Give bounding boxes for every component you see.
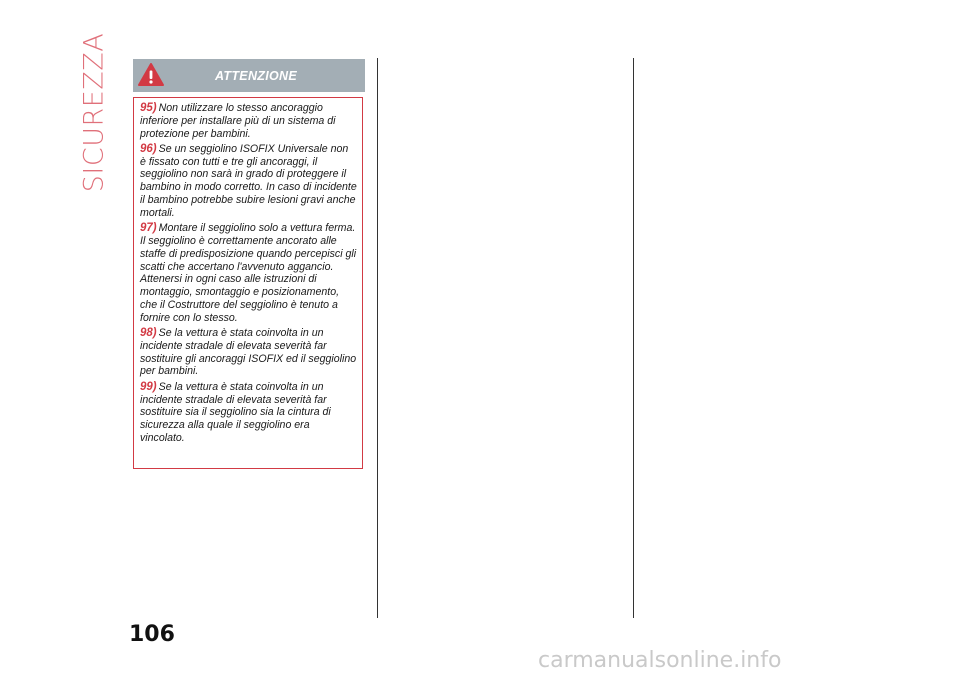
page-number: 106 (129, 622, 175, 647)
item-number: 98) (140, 327, 157, 340)
section-tab-label: SICUREZZA (78, 32, 110, 193)
watermark: carmanualsonline.info (538, 648, 782, 673)
warning-item (140, 327, 357, 378)
warning-item (140, 143, 357, 220)
warning-item (140, 381, 357, 445)
item-number: 95) (140, 102, 157, 114)
warning-item (140, 222, 357, 324)
item-text: Non utilizzare lo stesso ancoraggio inferiore per installare più di un sistema di protezione per bambini. (140, 102, 336, 140)
item-text: Se la vettura è stata coinvolta in un incidente stradale di elevata severità far sostituire sia il seggiolino sia la cintura di sicurezza alla quale il seggiolino era vincolato. (140, 380, 331, 444)
warning-item (140, 102, 357, 140)
warning-header (133, 59, 365, 92)
warning-body (133, 97, 363, 469)
item-number: 99) (140, 380, 157, 393)
item-text: Se la vettura è stata coinvolta in un incidente stradale di elevata severità far sostituire gli ancoraggi ISOFIX ed il seggiolino per bambini. (140, 327, 357, 378)
column-divider-left (377, 58, 378, 618)
item-number: 97) (140, 222, 157, 235)
item-text: Montare il seggiolino solo a vettura ferma. Il seggiolino è correttamente ancorato alle staffe di predisposizione quando percepisci gli scatti che accertano l'avvenuto aggancio. Attenersi in ogni caso alle istruzioni di montaggio, smontaggio e posizionamento, che il Costruttore del seggiolino è tenuto a fornire con lo stesso. (140, 222, 357, 324)
item-number: 96) (140, 142, 157, 155)
section-tab (76, 32, 112, 193)
warning-title: ATTENZIONE (215, 68, 297, 83)
column-divider-right (633, 58, 634, 618)
item-text: Se un seggiolino ISOFIX Universale non è fissato con tutti e tre gli ancoraggi, il seggiolino non sarà in grado di proteggere il bambino in modo corretto. In caso di incidente il bambino potrebbe subire lesioni gravi anche mortali. (140, 142, 357, 219)
